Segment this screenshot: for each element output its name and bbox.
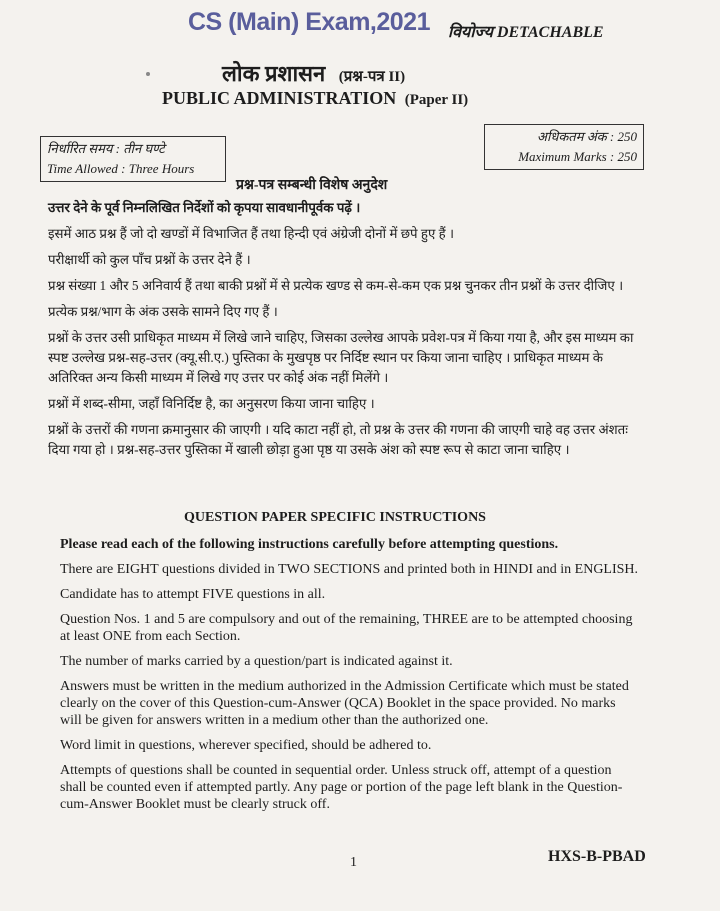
time-allowed-box — [40, 136, 226, 182]
english-instruction: Please read each of the following instructions carefully before attempting questions. — [60, 537, 559, 552]
hindi-instruction: प्रश्नों के उत्तरों की गणना क्रमानुसार की जाएगी । यदि काटा नहीं हो, तो प्रश्न के उत्तर की गणना की जाएगी चाहे वह उत्तर अंशतः दिया गया हो । प्रश्न-सह-उत्तर पुस्तिका में खाली छोड़ा हुआ पृष्ठ या उसके अंश को स्पष्ट रूप से काटा जाना चाहिए । — [48, 422, 628, 457]
exam-header: CS (Main) Exam,2021 — [188, 8, 430, 36]
hindi-instruction: प्रश्नों में शब्द-सीमा, जहाँ विनिर्दिष्ट है, का अनुसरण किया जाना चाहिए । — [48, 396, 375, 411]
english-instruction: Answers must be written in the medium authorized in the Admission Certificate which must be stated clearly on the cover of this Question-cum-Answer (QCA) Booklet in the space provided. No marks will be given for answers written in a medium other than the authorized one. — [60, 679, 629, 728]
english-title-text: PUBLIC ADMINISTRATION — [162, 88, 397, 108]
page-number: 1 — [350, 855, 357, 870]
hindi-instruction: प्रत्येक प्रश्न/भाग के अंक उसके सामने दिए गए हैं । — [48, 304, 278, 319]
hindi-instruction: प्रश्नों के उत्तर उसी प्राधिकृत माध्यम में लिखे जाने चाहिए, जिसका उल्लेख आपके प्रवेश-पत्र में किया गया है, और इस माध्यम का स्पष्ट उल्लेख प्रश्न-सह-उत्तर (क्यू.सी.ए.) पुस्तिका के मुखपृष्ठ पर निर्दिष्ट स्थान पर किया जाना चाहिए । प्राधिकृत माध्यम के अतिरिक्त अन्य किसी माध्यम में लिखे गए उत्तर पर कोई अंक नहीं मिलेंगे । — [48, 330, 634, 385]
hindi-title — [222, 58, 405, 88]
hindi-instruction: प्रश्न संख्या 1 और 5 अनिवार्य हैं तथा बाकी प्रश्नों में से प्रत्येक खण्ड से कम-से-कम एक प्रश्न चुनकर तीन प्रश्नों के उत्तर दीजिए । — [48, 278, 624, 293]
english-instruction: Question Nos. 1 and 5 are compulsory and out of the remaining, THREE are to be attempted choosing at least ONE from each Section. — [60, 612, 633, 644]
english-instruction: The number of marks carried by a question/part is indicated against it. — [60, 654, 453, 669]
english-instructions-heading: QUESTION PAPER SPECIFIC INSTRUCTIONS — [184, 510, 486, 525]
maximum-marks-hindi: अधिकतम अंक : 250 — [537, 129, 637, 144]
english-title — [162, 88, 468, 109]
paper-code: HXS-B-PBAD — [548, 848, 646, 865]
english-paper-label: (Paper II) — [404, 92, 469, 108]
english-instruction: Word limit in questions, wherever specified, should be adhered to. — [60, 738, 432, 753]
english-instruction: Attempts of questions shall be counted in sequential order. Unless struck off, attempt of a question shall be counted even if attempted partly. Any page or portion of the page left blank in the Question-cum-Answer Booklet must be clearly struck off. — [60, 763, 623, 812]
english-instruction: There are EIGHT questions divided in TWO SECTIONS and printed both in HINDI and in ENGLISH. — [60, 562, 639, 577]
english-instruction: Candidate has to attempt FIVE questions in all. — [60, 587, 326, 602]
ink-dot — [146, 72, 150, 76]
hindi-paper-label: (प्रश्न-पत्र II) — [338, 69, 406, 85]
maximum-marks-english: Maximum Marks : 250 — [518, 149, 637, 164]
hindi-instructions-list — [48, 198, 640, 466]
detachable-label: वियोज्य DETACHABLE — [448, 24, 604, 41]
english-instructions-list — [60, 536, 640, 821]
hindi-instruction: परीक्षार्थी को कुल पाँच प्रश्नों के उत्तर देने हैं । — [48, 252, 251, 267]
hindi-instruction: इसमें आठ प्रश्न हैं जो दो खण्डों में विभाजित हैं तथा हिन्दी एवं अंग्रेजी दोनों में छपे हुए हैं । — [48, 226, 455, 241]
time-allowed-hindi: निर्धारित समय : तीन घण्टे — [47, 141, 165, 156]
time-allowed-english: Time Allowed : Three Hours — [47, 161, 195, 176]
hindi-title-text: लोक प्रशासन — [222, 61, 326, 86]
hindi-instructions-heading: प्रश्न-पत्र सम्बन्धी विशेष अनुदेश — [236, 178, 388, 193]
maximum-marks-box — [484, 124, 644, 170]
hindi-instruction: उत्तर देने के पूर्व निम्नलिखित निर्देशों को कृपया सावधानीपूर्वक पढ़ें । — [48, 200, 361, 215]
